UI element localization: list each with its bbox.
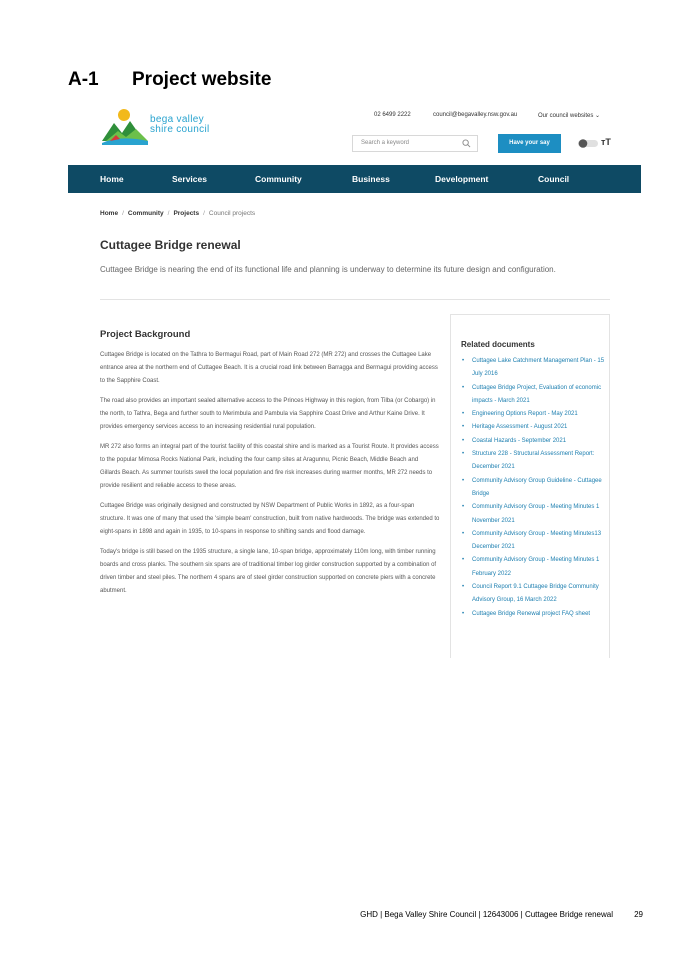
related-document-link[interactable]: • Cuttagee Bridge Renewal project FAQ sheet <box>461 608 607 621</box>
paragraph: Cuttagee Bridge is located on the Tathra to Bermagui Road, part of Main Road 272 (MR 272) and crosses the Cuttagee Lake entrance area at the northern end of Cuttagee Beach. It is a crucial road link between Barragga and Bermagui providing access to the Sapphire Coast. <box>100 352 438 384</box>
paragraph: Today's bridge is still based on the 1935 structure, a single lane, 10-span bridge, approximately 110m long, with timber running boards and cross planks. The southern six spans are of traditional timber log girder construction supported by a combination of driven timber and steel piles. The northern 4 spans are of steel girder construction supported on concrete piers with a concrete abutment. <box>100 549 437 594</box>
council-websites-dropdown[interactable] <box>538 112 600 119</box>
website-screenshot <box>68 98 641 658</box>
related-documents-title: Related documents <box>461 340 535 349</box>
related-document-link[interactable]: • Engineering Options Report - May 2021 <box>461 408 607 421</box>
section-heading <box>68 69 271 91</box>
nav-item-services[interactable]: Services <box>172 174 207 184</box>
footer-text: GHD | Bega Valley Shire Council | 12643006 | Cuttagee Bridge renewal <box>360 910 613 919</box>
email-link[interactable]: council@begavalley.nsw.gov.au <box>433 112 518 118</box>
nav-item-development[interactable]: Development <box>435 174 489 184</box>
page-title: Cuttagee Bridge renewal <box>100 238 241 252</box>
related-document-link[interactable]: • Community Advisory Group Guideline - Cuttagee Bridge <box>461 475 607 502</box>
related-document-link[interactable]: • Structure 228 - Structural Assessment Report: December 2021 <box>461 448 607 475</box>
paragraph: MR 272 also forms an integral part of the tourist facility of this coastal shire and is marked as a Tourist Route. It provides access to the popular Mimosa Rocks National Park, including the four camp sites at Aragunnu, Picnic Beach, Middle Beach and Gillards Beach. As summer tourists swell the local population and fire risk increases during warmer months, MR 272 needs to provide resilient and reliable access to these areas. <box>100 444 439 489</box>
related-document-link[interactable]: • Coastal Hazards - September 2021 <box>461 435 607 448</box>
logo-text-line2: shire council <box>150 124 210 135</box>
page-number: 29 <box>634 910 643 919</box>
text-size-button[interactable]: тT <box>601 137 611 147</box>
divider <box>100 299 610 300</box>
breadcrumb-projects[interactable]: Projects <box>173 210 200 217</box>
section-number: A-1 <box>68 69 99 90</box>
nav-item-council[interactable]: Council <box>538 174 570 184</box>
paragraph: Cuttagee Bridge was originally designed and constructed by NSW Department of Public Works in 1892, as a four-span structure. It was one of many that used the 'simple beam' construction, built from native hardwoods. The bridge was extended to eight-spans in 1898 and again in 1935, to 10-spans in response to shifting sands and flood damage. <box>100 503 440 535</box>
related-document-link[interactable]: • Community Advisory Group - Meeting Minutes 1 November 2021 <box>461 501 607 528</box>
council-websites-label: Our council websites <box>538 113 594 119</box>
have-your-say-button[interactable]: Have your say <box>498 134 561 153</box>
main-navigation <box>68 165 641 193</box>
breadcrumb-home[interactable]: Home <box>100 210 119 217</box>
section-title: Project website <box>132 69 272 90</box>
logo-mark-icon <box>100 107 150 147</box>
related-document-link[interactable]: • Heritage Assessment - August 2021 <box>461 421 607 434</box>
paragraph: The road also provides an important sealed alternative access to the Princes Highway in this region, from Tilba (or Cobargo) in the north, to Tathra, Bega and further south to Merimbula and Pambula via Sapphire Coast Drive and Arthur Kaine Drive. It provides emergency services access to an increasing residential rural population. <box>100 398 436 430</box>
page-footer <box>0 910 643 919</box>
related-document-link[interactable]: • Cuttagee Bridge Project, Evaluation of economic impacts - March 2021 <box>461 382 607 409</box>
search-icon[interactable] <box>462 139 471 148</box>
related-documents-panel <box>450 314 610 658</box>
chevron-down-icon: ⌄ <box>595 113 601 119</box>
contrast-toggle-icon[interactable] <box>578 139 598 148</box>
nav-item-business[interactable]: Business <box>352 174 390 184</box>
phone-link[interactable]: 02 6499 2222 <box>374 112 411 118</box>
breadcrumb-community[interactable]: Community <box>127 210 164 217</box>
council-logo[interactable] <box>100 107 230 147</box>
nav-item-home[interactable]: Home <box>100 174 124 184</box>
related-document-link[interactable]: • Community Advisory Group - Meeting Minutes13 December 2021 <box>461 528 607 555</box>
related-documents-list <box>461 355 607 621</box>
related-document-link[interactable]: • Community Advisory Group - Meeting Minutes 1 February 2022 <box>461 554 607 581</box>
nav-item-community[interactable]: Community <box>255 174 302 184</box>
background-body <box>100 349 440 605</box>
page-intro: Cuttagee Bridge is nearing the end of its functional life and planning is underway to determine its future design and configuration. <box>100 265 556 274</box>
logo-text-line1: bega valley <box>150 114 204 125</box>
related-document-link[interactable]: • Cuttagee Lake Catchment Management Plan - 15 July 2016 <box>461 355 607 382</box>
background-heading: Project Background <box>100 329 191 340</box>
search-placeholder: Search a keyword <box>361 140 410 146</box>
breadcrumb-current: Council projects <box>208 210 256 217</box>
search-input[interactable] <box>352 135 478 152</box>
breadcrumb: Home / Community / Projects / Council projects <box>100 210 256 217</box>
related-document-link[interactable]: • Council Report 9.1 Cuttagee Bridge Community Advisory Group, 16 March 2022 <box>461 581 607 608</box>
